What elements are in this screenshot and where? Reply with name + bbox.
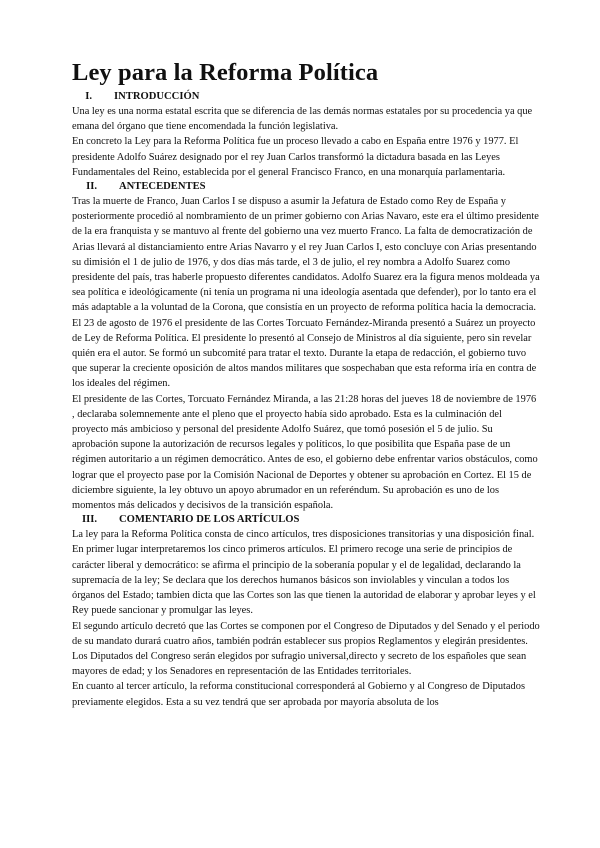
paragraph: En cuanto al tercer artículo, la reforma constitucional corresponderá al Gobierno y al Congreso de Diputados previamente elegidos. Esta a su vez tendrá que ser aprobada por mayoría absoluta de los [72,681,525,708]
paragraph: En primer lugar interpretaremos los cinco primeros artículos. El primero recoge una serie de principios de carácter liberal y democrático: se afirma el principio de la soberanía popular y el de legalidad, declarando la supremacía de la ley; Se declara que los derechos humanos básicos son inviolables y vinculan a todos los órganos del Estado; tambien dicta que las Cortes son las que tienen la autoridad de elaborar y aprobar leyes y el Rey puede sancionar y promulgar las leyes. [72,544,536,617]
section-title: ANTECEDENTES [119,181,206,193]
section-heading [72,90,540,104]
section-comentario-articulos [72,513,540,709]
paragraph: En concreto la Ley para la Reforma Política fue un proceso llevado a cabo en España entre 1976 y 1977. El presidente Adolfo Suárez designado por el rey Juan Carlos transformó la dictadura basada en las Leyes Fundamentales del Reino, establecida por el general Francisco Franco, en una monarquía parlamentaria. [72,136,519,178]
paragraph: El segundo artículo decretó que las Cortes se componen por el Congreso de Diputados y del Senado y el periodo de su mandato durará cuatro años, también podrán establecer sus propios Reglamentos y elegirán presidentes. Los Diputados del Congreso serán elegidos por sufragio universal,directo y secreto de los españoles que sean mayores de edad; y los Senadores en representación de las Entidades territoriales. [72,620,540,678]
section-heading [72,513,540,527]
paragraph: Tras la muerte de Franco, Juan Carlos I se dispuso a asumir la Jefatura de Estado como Rey de España y posteriormente procedió al nombramiento de un primer gobierno con Arias Navaro, este era el último presidente de la era franquista y se mantuvo al frente del gobierno una vez muerto Franco. La falta de democratización de Arias llevará al distanciamiento entre Arias Navarro y el rey Juan Carlos I, esto concluye con Arias presentando su dimisión el 1 de julio de 1976, y dos días más tarde, el 3 de julio, el rey nombra a Adolfo Suarez como presidente del país, tras haberle propuesto diferentes candidatos. Adolfo Suarez era la figura menos moldeada ya sea política e ideológicamente (ni tenía un programa ni una ideología asentada que defender), por lo tanto era el más adaptable a la voluntad de la Corona, que consistía en un proyecto de reforma política hacia la democracia. [72,196,540,314]
section-number: I. [85,91,92,102]
section-title: INTRODUCCIÓN [114,91,200,102]
section-number: II. [86,181,97,193]
paragraph: Una ley es una norma estatal escrita que se diferencia de las demás normas estatales por su procedencia ya que emana del órgano que tiene encomendada la función legislativa. [72,106,533,133]
section-heading [72,180,540,194]
paragraph: El 23 de agosto de 1976 el presidente de las Cortes Torcuato Fernández-Miranda presentó a Suárez un proyecto de Ley de Reforma Política. El presidente lo presentó al Consejo de Ministros al día siguiente, pero sin revelar quién era el autor. Se formó un subcomité para tratar el texto. Durante la etapa de redacción, el gobierno tuvo que superar la creciente oposición de altos mandos militares que sospechaban que esta reforma iría en contra de los ideales del régimen. [72,317,537,390]
section-introduccion [72,90,540,180]
section-number: III. [81,514,97,526]
section-antecedentes [72,180,540,513]
document-title: Ley para la Reforma Política [72,59,379,86]
paragraph: La ley para la Reforma Política consta de cinco artículos, tres disposiciones transitorias y una disposición final. [72,529,535,541]
section-title: COMENTARIO DE LOS ARTÍCULOS [119,514,300,526]
paragraph: El presidente de las Cortes, Torcuato Fernández Miranda, a las 21:28 horas del jueves 18 de noviembre de 1976 , declaraba solemnemente ante el pleno que el proyecto había sido aprobado. Esta es la culminación del proyecto más ambicioso y personal del presidente Adolfo Suárez, que tomó posesión el 5 de julio. Su aprobación supone la autorización de recursos legales y políticos, lo que posibilita que España pase de un régimen autoritario a un régimen democrático. Antes de eso, el gobierno debe enfrentar varios obstáculos, como lograr que el proyecto pase por la Comisión Nacional de Deportes y obtener su aprobación en Cortez. El 15 de diciembre siguiente, la ley obtuvo un apoyo abrumador en un referéndum. Su aprobación es uno de los momentos más delicados y decisivos de la transición española. [72,393,538,512]
